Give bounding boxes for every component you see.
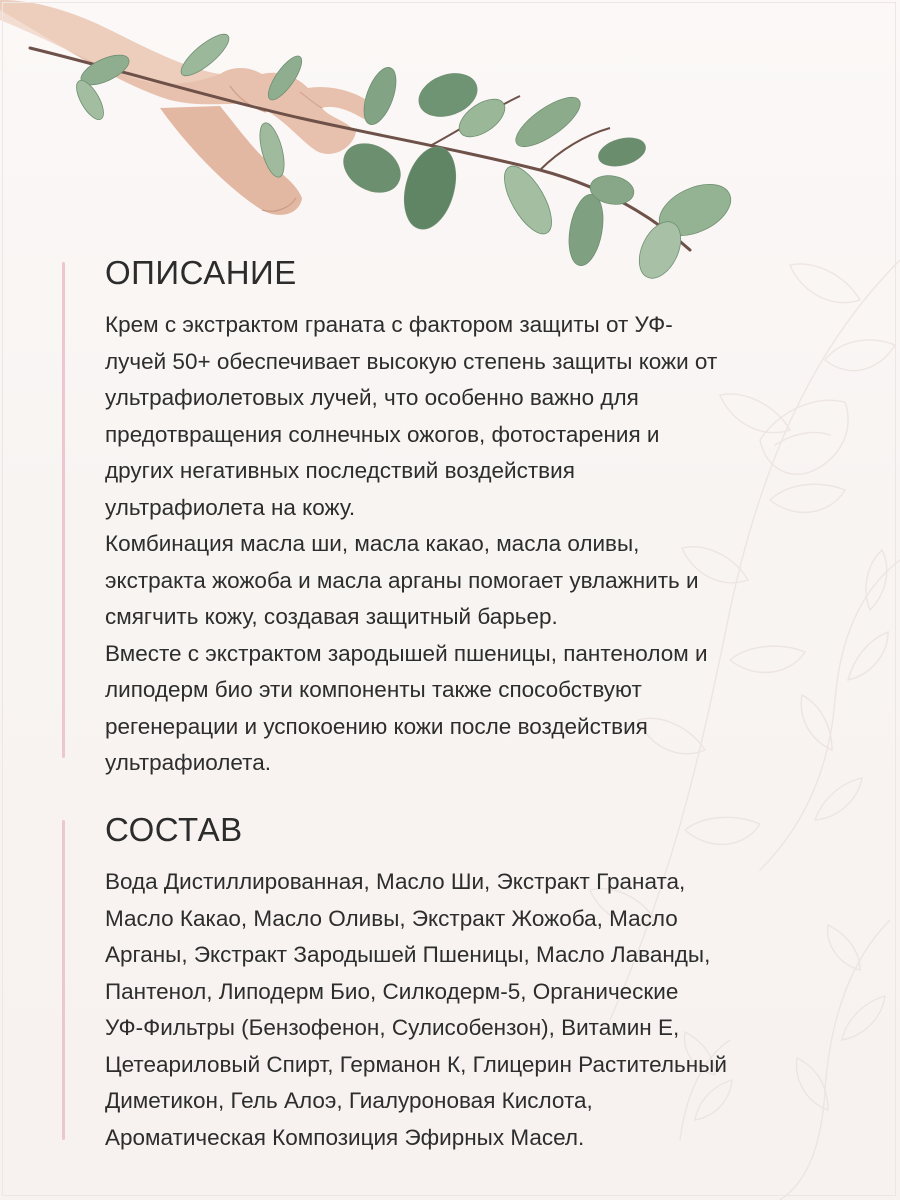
composition-section (105, 810, 860, 1156)
composition-accent-bar (62, 820, 65, 1140)
description-line: ультрафиолета на кожу. (105, 494, 356, 520)
composition-line: Цетеариловый Спирт, Германон К, Глицерин Растительный (105, 1051, 727, 1077)
description-text (105, 307, 860, 782)
description-line: ультрафиолета. (105, 750, 271, 775)
description-accent-bar (62, 262, 65, 758)
composition-line: Вода Дистиллированная, Масло Ши, Экстракт Граната, (105, 869, 686, 894)
composition-line: Диметикон, Гель Алоэ, Гиалуроновая Кислота, (105, 1088, 593, 1113)
composition-text (105, 864, 860, 1156)
description-line: лучей 50+ обеспечивает высокую степень защиты кожи от (105, 348, 718, 374)
eucalyptus-branch-illustration (0, 0, 760, 290)
composition-line: Арганы, Экстракт Зародышей Пшеницы, Масло Лаванды, (105, 942, 711, 967)
description-section (105, 253, 860, 782)
description-line: экстракта жожоба и масла арганы помогает увлажнить и (105, 567, 699, 593)
composition-line: Пантенол, Липодерм Био, Силкодерм-5, Органические (105, 978, 679, 1004)
description-line: ультрафиолетовых лучей, что особенно важно для (105, 385, 639, 410)
description-line: липодерм био эти компоненты также способствуют (105, 677, 642, 702)
hand-illustration (0, 0, 375, 215)
description-line: Крем с экстрактом граната с фактором защиты от УФ- (105, 312, 673, 337)
composition-line: УФ-Фильтры (Бензофенон, Сулисобензон), Витамин Е, (105, 1015, 680, 1040)
description-line: предотвращения солнечных ожогов, фотостарения и (105, 421, 660, 447)
composition-line: Ароматическая Композиция Эфирных Масел. (105, 1124, 585, 1150)
description-line: Вместе с экстрактом зародышей пшеницы, пантенолом и (105, 640, 708, 666)
composition-heading: СОСТАВ (105, 811, 243, 848)
description-line: других негативных последствий воздействия (105, 458, 575, 483)
description-line: регенерации и успокоению кожи после воздействия (105, 713, 648, 739)
description-line: Комбинация масла ши, масла какао, масла оливы, (105, 531, 640, 556)
description-heading: ОПИСАНИЕ (105, 254, 297, 291)
description-line: смягчить кожу, создавая защитный барьер. (105, 604, 558, 629)
composition-line: Масло Какао, Масло Оливы, Экстракт Жожоба, Масло (105, 905, 678, 931)
